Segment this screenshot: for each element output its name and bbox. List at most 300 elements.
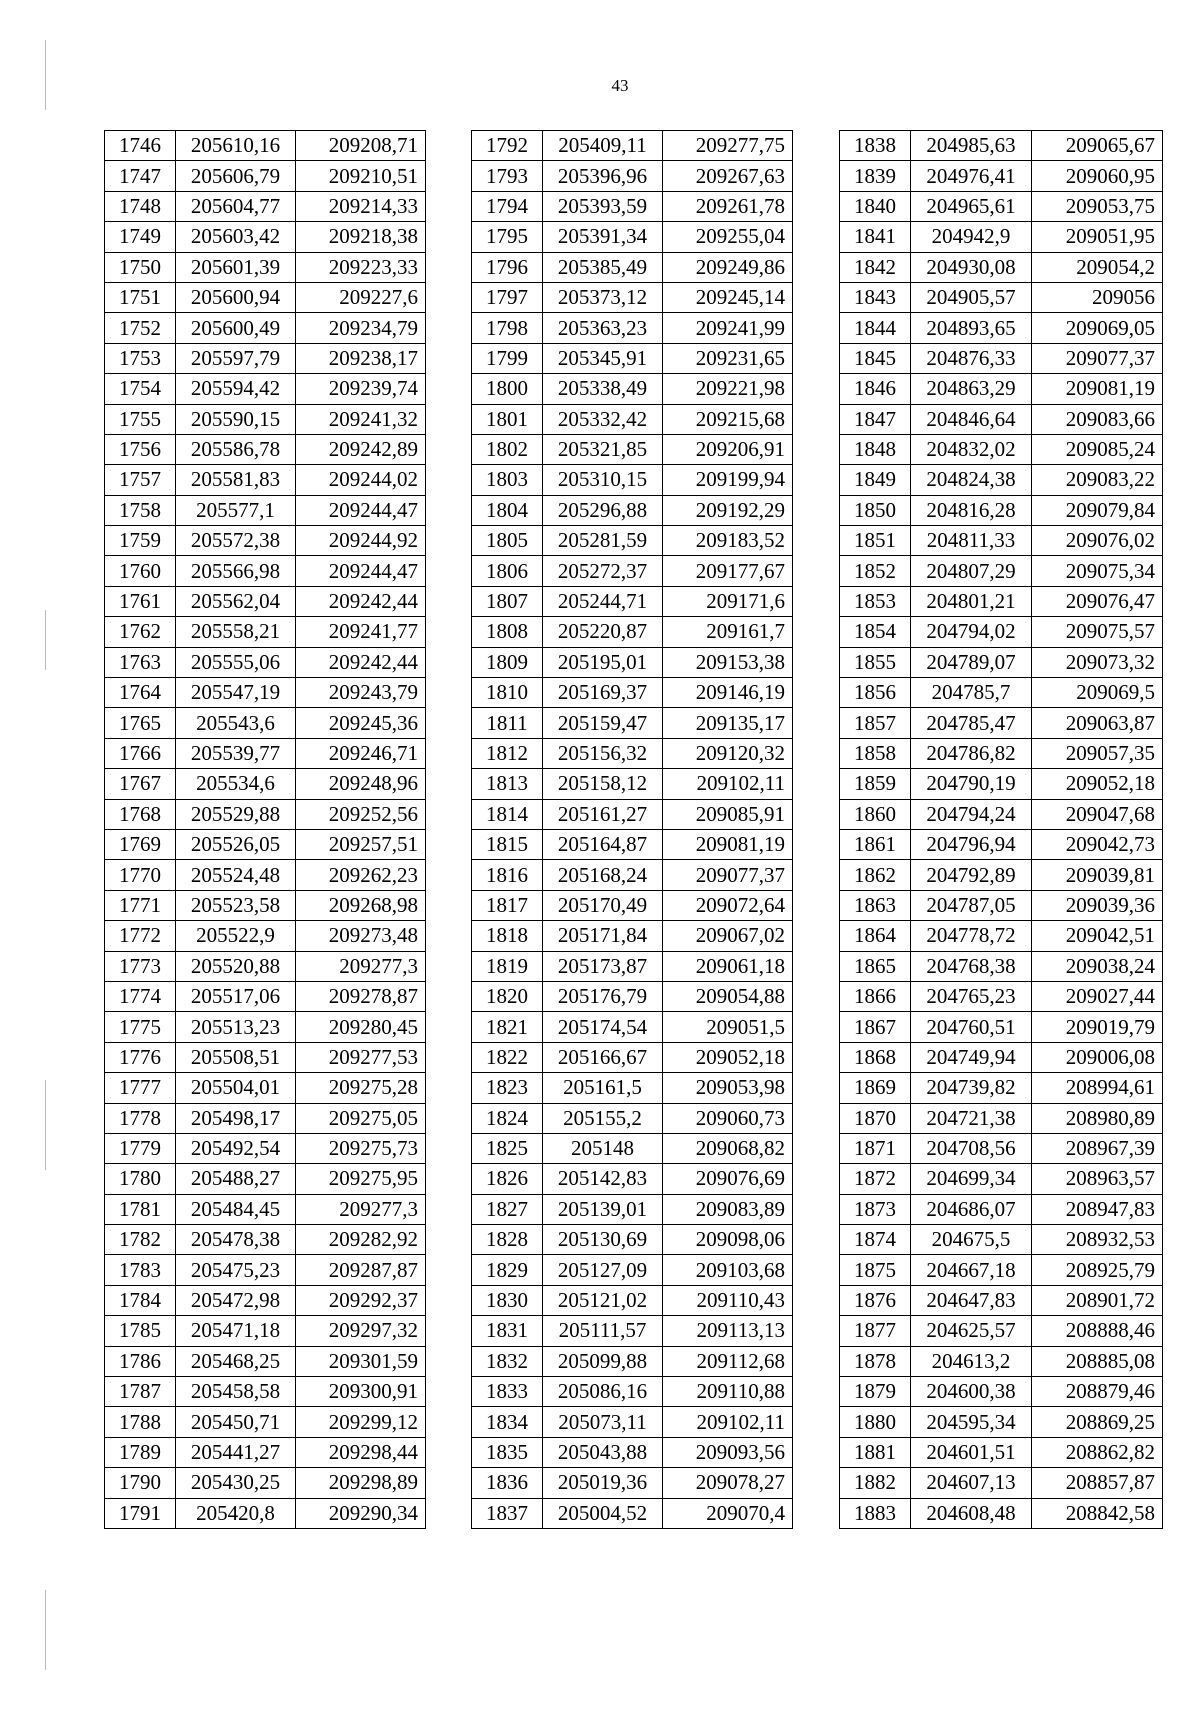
point-number-cell: 1792 xyxy=(472,131,543,161)
x-coordinate-cell: 205430,25 xyxy=(176,1468,296,1498)
point-number-cell: 1815 xyxy=(472,829,543,859)
x-coordinate-cell: 205004,52 xyxy=(543,1498,663,1528)
x-coordinate-cell: 204667,18 xyxy=(911,1255,1032,1285)
point-number-cell: 1770 xyxy=(105,860,176,890)
x-coordinate-cell: 204790,19 xyxy=(911,769,1032,799)
x-coordinate-cell: 205164,87 xyxy=(543,829,663,859)
x-coordinate-cell: 204675,5 xyxy=(911,1225,1032,1255)
y-coordinate-cell: 209277,53 xyxy=(296,1042,426,1072)
point-number-cell: 1857 xyxy=(840,708,911,738)
x-coordinate-cell: 205558,21 xyxy=(176,617,296,647)
table-row xyxy=(840,1073,1163,1103)
point-number-cell: 1874 xyxy=(840,1225,911,1255)
point-number-cell: 1767 xyxy=(105,769,176,799)
scan-margin-line xyxy=(45,40,46,110)
y-coordinate-cell: 209047,68 xyxy=(1032,799,1163,829)
x-coordinate-cell: 205173,87 xyxy=(543,951,663,981)
x-coordinate-cell: 204789,07 xyxy=(911,647,1032,677)
coordinate-table-1 xyxy=(104,130,426,1529)
x-coordinate-cell: 205168,24 xyxy=(543,860,663,890)
table-row xyxy=(472,1164,793,1194)
point-number-cell: 1847 xyxy=(840,404,911,434)
point-number-cell: 1829 xyxy=(472,1255,543,1285)
y-coordinate-cell: 209297,32 xyxy=(296,1316,426,1346)
point-number-cell: 1748 xyxy=(105,191,176,221)
y-coordinate-cell: 209241,99 xyxy=(663,313,793,343)
y-coordinate-cell: 209103,68 xyxy=(663,1255,793,1285)
y-coordinate-cell: 209093,56 xyxy=(663,1437,793,1467)
point-number-cell: 1795 xyxy=(472,222,543,252)
point-number-cell: 1842 xyxy=(840,252,911,282)
point-number-cell: 1781 xyxy=(105,1194,176,1224)
x-coordinate-cell: 205310,15 xyxy=(543,465,663,495)
table-row xyxy=(840,556,1163,586)
point-number-cell: 1749 xyxy=(105,222,176,252)
point-number-cell: 1845 xyxy=(840,343,911,373)
x-coordinate-cell: 205572,38 xyxy=(176,526,296,556)
y-coordinate-cell: 209102,11 xyxy=(663,1407,793,1437)
y-coordinate-cell: 209070,4 xyxy=(663,1498,793,1528)
point-number-cell: 1799 xyxy=(472,343,543,373)
table-row xyxy=(840,1316,1163,1346)
y-coordinate-cell: 209110,88 xyxy=(663,1377,793,1407)
x-coordinate-cell: 205526,05 xyxy=(176,829,296,859)
point-number-cell: 1838 xyxy=(840,131,911,161)
point-number-cell: 1879 xyxy=(840,1377,911,1407)
point-number-cell: 1746 xyxy=(105,131,176,161)
point-number-cell: 1833 xyxy=(472,1377,543,1407)
table-row xyxy=(840,465,1163,495)
point-number-cell: 1775 xyxy=(105,1012,176,1042)
y-coordinate-cell: 208967,39 xyxy=(1032,1133,1163,1163)
y-coordinate-cell: 209275,28 xyxy=(296,1073,426,1103)
table-row xyxy=(472,647,793,677)
point-number-cell: 1869 xyxy=(840,1073,911,1103)
x-coordinate-cell: 205338,49 xyxy=(543,374,663,404)
point-number-cell: 1851 xyxy=(840,526,911,556)
point-number-cell: 1756 xyxy=(105,434,176,464)
x-coordinate-cell: 204785,47 xyxy=(911,708,1032,738)
table-row xyxy=(840,1194,1163,1224)
point-number-cell: 1776 xyxy=(105,1042,176,1072)
table-row xyxy=(105,343,426,373)
table-row xyxy=(840,1133,1163,1163)
x-coordinate-cell: 205373,12 xyxy=(543,282,663,312)
y-coordinate-cell: 209290,34 xyxy=(296,1498,426,1528)
y-coordinate-cell: 209053,75 xyxy=(1032,191,1163,221)
y-coordinate-cell: 209234,79 xyxy=(296,313,426,343)
x-coordinate-cell: 205396,96 xyxy=(543,161,663,191)
table-row xyxy=(472,921,793,951)
point-number-cell: 1813 xyxy=(472,769,543,799)
table-row xyxy=(840,434,1163,464)
y-coordinate-cell: 209239,74 xyxy=(296,374,426,404)
x-coordinate-cell: 205220,87 xyxy=(543,617,663,647)
x-coordinate-cell: 205148 xyxy=(543,1133,663,1163)
table-row xyxy=(472,1437,793,1467)
point-number-cell: 1798 xyxy=(472,313,543,343)
x-coordinate-cell: 205524,48 xyxy=(176,860,296,890)
table-row xyxy=(472,556,793,586)
table-row xyxy=(105,860,426,890)
table-row xyxy=(840,222,1163,252)
table-row xyxy=(472,1498,793,1528)
y-coordinate-cell: 209053,98 xyxy=(663,1073,793,1103)
y-coordinate-cell: 209243,79 xyxy=(296,678,426,708)
table-row xyxy=(472,222,793,252)
table-row xyxy=(105,1133,426,1163)
table-row xyxy=(472,282,793,312)
table-row xyxy=(472,161,793,191)
y-coordinate-cell: 209292,37 xyxy=(296,1285,426,1315)
point-number-cell: 1808 xyxy=(472,617,543,647)
y-coordinate-cell: 209267,63 xyxy=(663,161,793,191)
point-number-cell: 1812 xyxy=(472,738,543,768)
point-number-cell: 1816 xyxy=(472,860,543,890)
x-coordinate-cell: 205504,01 xyxy=(176,1073,296,1103)
point-number-cell: 1751 xyxy=(105,282,176,312)
x-coordinate-cell: 205498,17 xyxy=(176,1103,296,1133)
y-coordinate-cell: 209248,96 xyxy=(296,769,426,799)
point-number-cell: 1873 xyxy=(840,1194,911,1224)
x-coordinate-cell: 205385,49 xyxy=(543,252,663,282)
x-coordinate-cell: 204930,08 xyxy=(911,252,1032,282)
point-number-cell: 1834 xyxy=(472,1407,543,1437)
x-coordinate-cell: 205345,91 xyxy=(543,343,663,373)
table-row xyxy=(105,131,426,161)
table-row xyxy=(840,678,1163,708)
y-coordinate-cell: 209056 xyxy=(1032,282,1163,312)
y-coordinate-cell: 209183,52 xyxy=(663,526,793,556)
x-coordinate-cell: 205450,71 xyxy=(176,1407,296,1437)
x-coordinate-cell: 205610,16 xyxy=(176,131,296,161)
table-row xyxy=(840,404,1163,434)
table-row xyxy=(472,769,793,799)
table-row xyxy=(840,799,1163,829)
x-coordinate-cell: 205522,9 xyxy=(176,921,296,951)
table-row xyxy=(472,1407,793,1437)
y-coordinate-cell: 209278,87 xyxy=(296,981,426,1011)
y-coordinate-cell: 209073,32 xyxy=(1032,647,1163,677)
point-number-cell: 1788 xyxy=(105,1407,176,1437)
point-number-cell: 1774 xyxy=(105,981,176,1011)
table-row xyxy=(840,890,1163,920)
y-coordinate-cell: 209069,05 xyxy=(1032,313,1163,343)
table-row xyxy=(840,1285,1163,1315)
table-row xyxy=(472,1346,793,1376)
x-coordinate-cell: 204976,41 xyxy=(911,161,1032,191)
table-row xyxy=(840,131,1163,161)
table-row xyxy=(472,860,793,890)
y-coordinate-cell: 209060,73 xyxy=(663,1103,793,1133)
y-coordinate-cell: 209242,44 xyxy=(296,647,426,677)
table-row xyxy=(472,1316,793,1346)
table-row xyxy=(472,678,793,708)
y-coordinate-cell: 208862,82 xyxy=(1032,1437,1163,1467)
y-coordinate-cell: 209199,94 xyxy=(663,465,793,495)
x-coordinate-cell: 204625,57 xyxy=(911,1316,1032,1346)
table-row xyxy=(472,708,793,738)
point-number-cell: 1870 xyxy=(840,1103,911,1133)
y-coordinate-cell: 209244,92 xyxy=(296,526,426,556)
point-number-cell: 1860 xyxy=(840,799,911,829)
x-coordinate-cell: 204905,57 xyxy=(911,282,1032,312)
table-row xyxy=(105,1255,426,1285)
x-coordinate-cell: 205601,39 xyxy=(176,252,296,282)
point-number-cell: 1843 xyxy=(840,282,911,312)
table-row xyxy=(105,1073,426,1103)
point-number-cell: 1849 xyxy=(840,465,911,495)
table-row xyxy=(840,1042,1163,1072)
table-row xyxy=(105,1437,426,1467)
table-row xyxy=(472,981,793,1011)
x-coordinate-cell: 204699,34 xyxy=(911,1164,1032,1194)
x-coordinate-cell: 205468,25 xyxy=(176,1346,296,1376)
table-row xyxy=(105,921,426,951)
x-coordinate-cell: 205458,58 xyxy=(176,1377,296,1407)
point-number-cell: 1755 xyxy=(105,404,176,434)
y-coordinate-cell: 209257,51 xyxy=(296,829,426,859)
table-row xyxy=(472,1194,793,1224)
point-number-cell: 1852 xyxy=(840,556,911,586)
y-coordinate-cell: 208857,87 xyxy=(1032,1468,1163,1498)
y-coordinate-cell: 209246,71 xyxy=(296,738,426,768)
point-number-cell: 1768 xyxy=(105,799,176,829)
x-coordinate-cell: 205513,23 xyxy=(176,1012,296,1042)
y-coordinate-cell: 208842,58 xyxy=(1032,1498,1163,1528)
point-number-cell: 1855 xyxy=(840,647,911,677)
table-row xyxy=(105,374,426,404)
y-coordinate-cell: 209076,69 xyxy=(663,1164,793,1194)
x-coordinate-cell: 205600,94 xyxy=(176,282,296,312)
table-row xyxy=(840,829,1163,859)
table-row xyxy=(840,1498,1163,1528)
x-coordinate-cell: 205139,01 xyxy=(543,1194,663,1224)
point-number-cell: 1863 xyxy=(840,890,911,920)
table-row xyxy=(472,1042,793,1072)
table-row xyxy=(472,1073,793,1103)
table-row xyxy=(840,1225,1163,1255)
point-number-cell: 1867 xyxy=(840,1012,911,1042)
x-coordinate-cell: 205566,98 xyxy=(176,556,296,586)
table-row xyxy=(105,161,426,191)
y-coordinate-cell: 209244,47 xyxy=(296,556,426,586)
x-coordinate-cell: 205073,11 xyxy=(543,1407,663,1437)
y-coordinate-cell: 209273,48 xyxy=(296,921,426,951)
table-row xyxy=(840,586,1163,616)
y-coordinate-cell: 209076,02 xyxy=(1032,526,1163,556)
table-row xyxy=(840,769,1163,799)
point-number-cell: 1858 xyxy=(840,738,911,768)
y-coordinate-cell: 209206,91 xyxy=(663,434,793,464)
point-number-cell: 1786 xyxy=(105,1346,176,1376)
point-number-cell: 1779 xyxy=(105,1133,176,1163)
x-coordinate-cell: 205170,49 xyxy=(543,890,663,920)
y-coordinate-cell: 209161,7 xyxy=(663,617,793,647)
table-row xyxy=(105,1346,426,1376)
x-coordinate-cell: 204785,7 xyxy=(911,678,1032,708)
x-coordinate-cell: 205142,83 xyxy=(543,1164,663,1194)
x-coordinate-cell: 205577,1 xyxy=(176,495,296,525)
y-coordinate-cell: 208963,57 xyxy=(1032,1164,1163,1194)
x-coordinate-cell: 205166,67 xyxy=(543,1042,663,1072)
point-number-cell: 1817 xyxy=(472,890,543,920)
table-row xyxy=(840,1346,1163,1376)
y-coordinate-cell: 209113,13 xyxy=(663,1316,793,1346)
point-number-cell: 1865 xyxy=(840,951,911,981)
x-coordinate-cell: 205520,88 xyxy=(176,951,296,981)
table-row xyxy=(472,1133,793,1163)
y-coordinate-cell: 209223,33 xyxy=(296,252,426,282)
y-coordinate-cell: 209085,91 xyxy=(663,799,793,829)
y-coordinate-cell: 209277,3 xyxy=(296,1194,426,1224)
table-row xyxy=(472,1103,793,1133)
x-coordinate-cell: 204607,13 xyxy=(911,1468,1032,1498)
y-coordinate-cell: 209277,75 xyxy=(663,131,793,161)
point-number-cell: 1840 xyxy=(840,191,911,221)
y-coordinate-cell: 209261,78 xyxy=(663,191,793,221)
y-coordinate-cell: 209300,91 xyxy=(296,1377,426,1407)
point-number-cell: 1769 xyxy=(105,829,176,859)
table-row xyxy=(472,1012,793,1042)
table-row xyxy=(105,313,426,343)
y-coordinate-cell: 209057,35 xyxy=(1032,738,1163,768)
point-number-cell: 1872 xyxy=(840,1164,911,1194)
x-coordinate-cell: 204760,51 xyxy=(911,1012,1032,1042)
x-coordinate-cell: 205508,51 xyxy=(176,1042,296,1072)
y-coordinate-cell: 209060,95 xyxy=(1032,161,1163,191)
x-coordinate-cell: 204794,24 xyxy=(911,799,1032,829)
point-number-cell: 1825 xyxy=(472,1133,543,1163)
x-coordinate-cell: 205363,23 xyxy=(543,313,663,343)
point-number-cell: 1758 xyxy=(105,495,176,525)
table-row xyxy=(472,738,793,768)
y-coordinate-cell: 208994,61 xyxy=(1032,1073,1163,1103)
table-row xyxy=(105,981,426,1011)
y-coordinate-cell: 209042,73 xyxy=(1032,829,1163,859)
point-number-cell: 1805 xyxy=(472,526,543,556)
table-row xyxy=(105,738,426,768)
x-coordinate-cell: 204893,65 xyxy=(911,313,1032,343)
x-coordinate-cell: 205606,79 xyxy=(176,161,296,191)
y-coordinate-cell: 209275,73 xyxy=(296,1133,426,1163)
y-coordinate-cell: 209245,14 xyxy=(663,282,793,312)
point-number-cell: 1754 xyxy=(105,374,176,404)
y-coordinate-cell: 209027,44 xyxy=(1032,981,1163,1011)
point-number-cell: 1803 xyxy=(472,465,543,495)
x-coordinate-cell: 204832,02 xyxy=(911,434,1032,464)
point-number-cell: 1871 xyxy=(840,1133,911,1163)
table-row xyxy=(105,1468,426,1498)
table-row xyxy=(840,161,1163,191)
point-number-cell: 1821 xyxy=(472,1012,543,1042)
table-row xyxy=(840,1377,1163,1407)
y-coordinate-cell: 209242,89 xyxy=(296,434,426,464)
x-coordinate-cell: 205161,5 xyxy=(543,1073,663,1103)
point-number-cell: 1875 xyxy=(840,1255,911,1285)
point-number-cell: 1809 xyxy=(472,647,543,677)
page-number: 43 xyxy=(611,76,629,95)
x-coordinate-cell: 205127,09 xyxy=(543,1255,663,1285)
y-coordinate-cell: 209153,38 xyxy=(663,647,793,677)
x-coordinate-cell: 204765,23 xyxy=(911,981,1032,1011)
point-number-cell: 1750 xyxy=(105,252,176,282)
x-coordinate-cell: 204846,64 xyxy=(911,404,1032,434)
y-coordinate-cell: 209262,23 xyxy=(296,860,426,890)
table-row xyxy=(472,374,793,404)
x-coordinate-cell: 205534,6 xyxy=(176,769,296,799)
x-coordinate-cell: 205517,06 xyxy=(176,981,296,1011)
point-number-cell: 1793 xyxy=(472,161,543,191)
point-number-cell: 1878 xyxy=(840,1346,911,1376)
point-number-cell: 1883 xyxy=(840,1498,911,1528)
x-coordinate-cell: 205099,88 xyxy=(543,1346,663,1376)
point-number-cell: 1818 xyxy=(472,921,543,951)
y-coordinate-cell: 209301,59 xyxy=(296,1346,426,1376)
y-coordinate-cell: 209215,68 xyxy=(663,404,793,434)
table-row xyxy=(840,738,1163,768)
table-row xyxy=(840,1012,1163,1042)
point-number-cell: 1789 xyxy=(105,1437,176,1467)
table-row xyxy=(105,556,426,586)
x-coordinate-cell: 205321,85 xyxy=(543,434,663,464)
x-coordinate-cell: 205594,42 xyxy=(176,374,296,404)
x-coordinate-cell: 205597,79 xyxy=(176,343,296,373)
y-coordinate-cell: 209054,88 xyxy=(663,981,793,1011)
y-coordinate-cell: 209192,29 xyxy=(663,495,793,525)
point-number-cell: 1853 xyxy=(840,586,911,616)
x-coordinate-cell: 205603,42 xyxy=(176,222,296,252)
table-row xyxy=(105,434,426,464)
table-row xyxy=(840,191,1163,221)
table-row xyxy=(472,343,793,373)
table-row xyxy=(105,1164,426,1194)
y-coordinate-cell: 209249,86 xyxy=(663,252,793,282)
table-row xyxy=(840,1164,1163,1194)
y-coordinate-cell: 209252,56 xyxy=(296,799,426,829)
x-coordinate-cell: 205296,88 xyxy=(543,495,663,525)
y-coordinate-cell: 208888,46 xyxy=(1032,1316,1163,1346)
y-coordinate-cell: 209208,71 xyxy=(296,131,426,161)
y-coordinate-cell: 209214,33 xyxy=(296,191,426,221)
y-coordinate-cell: 209063,87 xyxy=(1032,708,1163,738)
y-coordinate-cell: 209081,19 xyxy=(1032,374,1163,404)
x-coordinate-cell: 205171,84 xyxy=(543,921,663,951)
table-row xyxy=(840,860,1163,890)
x-coordinate-cell: 204601,51 xyxy=(911,1437,1032,1467)
point-number-cell: 1824 xyxy=(472,1103,543,1133)
y-coordinate-cell: 209210,51 xyxy=(296,161,426,191)
y-coordinate-cell: 209051,95 xyxy=(1032,222,1163,252)
x-coordinate-cell: 204965,61 xyxy=(911,191,1032,221)
y-coordinate-cell: 209051,5 xyxy=(663,1012,793,1042)
table-row xyxy=(472,1255,793,1285)
y-coordinate-cell: 209287,87 xyxy=(296,1255,426,1285)
table-row xyxy=(105,252,426,282)
x-coordinate-cell: 205156,32 xyxy=(543,738,663,768)
y-coordinate-cell: 209231,65 xyxy=(663,343,793,373)
table-row xyxy=(105,1103,426,1133)
y-coordinate-cell: 209298,44 xyxy=(296,1437,426,1467)
table-row xyxy=(105,708,426,738)
coordinate-tables xyxy=(0,130,1200,1590)
x-coordinate-cell: 205158,12 xyxy=(543,769,663,799)
point-number-cell: 1835 xyxy=(472,1437,543,1467)
point-number-cell: 1841 xyxy=(840,222,911,252)
x-coordinate-cell: 204778,72 xyxy=(911,921,1032,951)
table-row xyxy=(472,434,793,464)
point-number-cell: 1810 xyxy=(472,678,543,708)
